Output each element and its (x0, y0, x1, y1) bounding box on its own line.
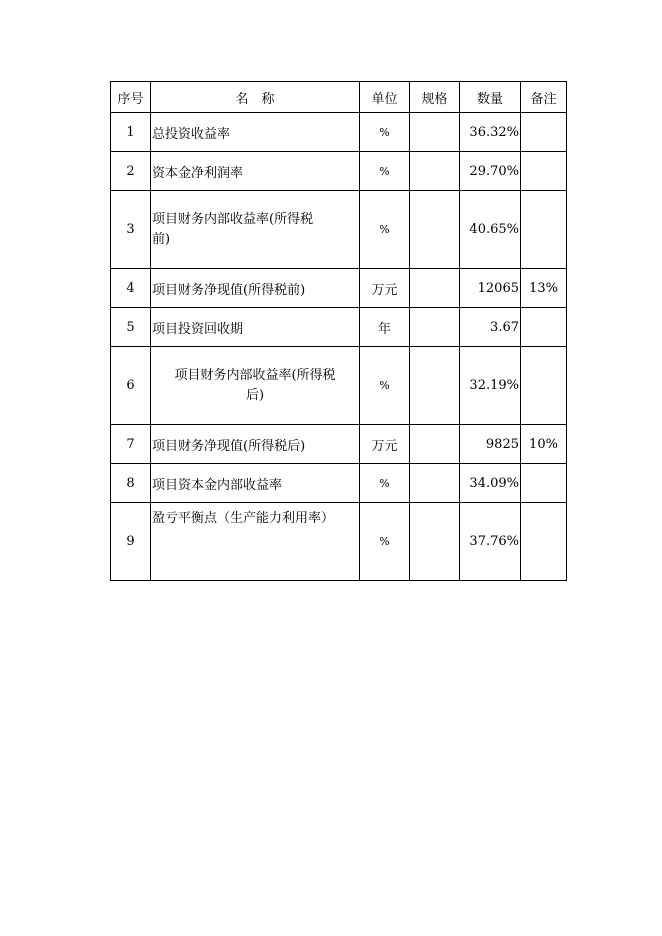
cell-spec (410, 269, 460, 308)
cell-no: 9 (111, 503, 151, 581)
cell-qty: 37.76% (460, 503, 521, 581)
cell-unit: % (360, 191, 410, 269)
cell-name (151, 503, 360, 581)
cell-unit: % (360, 347, 410, 425)
header-no: 序号 (111, 82, 151, 113)
cell-qty: 36.32% (460, 113, 521, 152)
cell-note (521, 308, 567, 347)
cell-name-line1: 项目财务内部收益率(所得税 (152, 211, 314, 227)
cell-spec (410, 464, 460, 503)
table-row (111, 503, 567, 581)
cell-name-line2: 后) (245, 387, 265, 403)
table-header-row (111, 82, 567, 113)
financial-indicators-table (110, 81, 567, 581)
cell-name: 项目资本金内部收益率 (151, 464, 360, 503)
cell-unit: 年 (360, 308, 410, 347)
cell-note (521, 464, 567, 503)
table-row (111, 152, 567, 191)
cell-qty: 9825 (460, 425, 521, 464)
cell-note: 10% (521, 425, 567, 464)
table-row (111, 308, 567, 347)
cell-no: 7 (111, 425, 151, 464)
cell-name-line1: 盈亏平衡点（生产能力利用率） (152, 511, 335, 526)
cell-no: 1 (111, 113, 151, 152)
cell-note: 13% (521, 269, 567, 308)
cell-qty: 34.09% (460, 464, 521, 503)
cell-unit: % (360, 464, 410, 503)
cell-name-line1: 项目财务内部收益率(所得税 (174, 367, 336, 383)
cell-name (151, 347, 360, 425)
table-row (111, 347, 567, 425)
cell-spec (410, 152, 460, 191)
cell-qty: 12065 (460, 269, 521, 308)
cell-name: 总投资收益率 (151, 113, 360, 152)
cell-spec (410, 191, 460, 269)
cell-no: 5 (111, 308, 151, 347)
cell-unit: 万元 (360, 269, 410, 308)
cell-name: 资本金净利润率 (151, 152, 360, 191)
cell-spec (410, 425, 460, 464)
cell-name: 项目财务净现值(所得税前) (151, 269, 360, 308)
cell-name-line2: 前) (152, 231, 171, 247)
cell-no: 2 (111, 152, 151, 191)
table-row (111, 113, 567, 152)
cell-qty: 29.70% (460, 152, 521, 191)
cell-name (151, 191, 360, 269)
table-row (111, 464, 567, 503)
cell-unit: % (360, 152, 410, 191)
cell-note (521, 503, 567, 581)
cell-note (521, 113, 567, 152)
cell-name: 项目投资回收期 (151, 308, 360, 347)
cell-qty: 32.19% (460, 347, 521, 425)
header-qty: 数量 (460, 82, 521, 113)
cell-qty: 3.67 (460, 308, 521, 347)
cell-spec (410, 347, 460, 425)
header-name: 名 称 (151, 82, 360, 113)
cell-note (521, 152, 567, 191)
cell-unit: % (360, 503, 410, 581)
header-note: 备注 (521, 82, 567, 113)
cell-qty: 40.65% (460, 191, 521, 269)
header-unit: 单位 (360, 82, 410, 113)
cell-no: 6 (111, 347, 151, 425)
cell-no: 3 (111, 191, 151, 269)
table-row (111, 191, 567, 269)
cell-unit: 万元 (360, 425, 410, 464)
cell-spec (410, 113, 460, 152)
cell-no: 4 (111, 269, 151, 308)
cell-no: 8 (111, 464, 151, 503)
cell-spec (410, 503, 460, 581)
header-spec: 规格 (410, 82, 460, 113)
cell-unit: % (360, 113, 410, 152)
table-row (111, 269, 567, 308)
table-row (111, 425, 567, 464)
cell-note (521, 347, 567, 425)
cell-name: 项目财务净现值(所得税后) (151, 425, 360, 464)
cell-note (521, 191, 567, 269)
cell-spec (410, 308, 460, 347)
